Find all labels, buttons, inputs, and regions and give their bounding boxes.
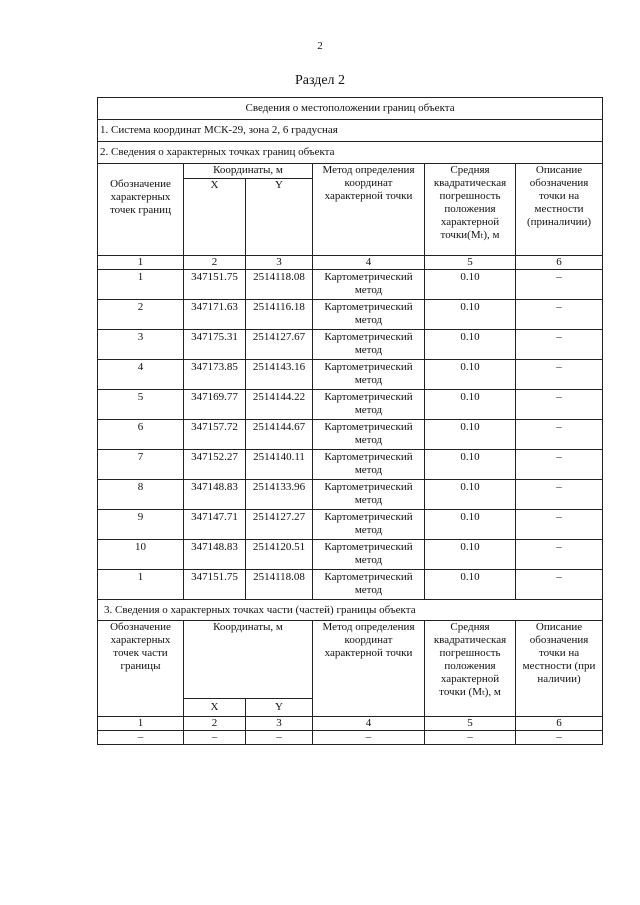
point-error: 0.10 [425, 480, 516, 510]
page-number: 2 [317, 40, 323, 52]
point-description: – [516, 540, 603, 570]
part-cell: – [98, 731, 184, 745]
point-row [98, 360, 603, 390]
point-row [98, 570, 603, 600]
part-header-description: Описание обозначения точки на местности (при наличии) [516, 621, 603, 717]
point-description: – [516, 420, 603, 450]
point-x: 347148.83 [184, 480, 246, 510]
point-x: 347173.85 [184, 360, 246, 390]
point-description: – [516, 570, 603, 600]
point-id: 9 [98, 510, 184, 540]
coordinate-system: 1. Система координат МСК-29, зона 2, 6 градусная [98, 120, 603, 142]
point-error: 0.10 [425, 510, 516, 540]
column-number: 3 [246, 256, 313, 270]
part-header-x: X [184, 699, 246, 717]
column-number: 3 [246, 717, 313, 731]
point-y: 2514118.08 [246, 270, 313, 300]
point-method: Картометрический метод [313, 360, 425, 390]
part-header-y: Y [246, 699, 313, 717]
point-x: 347152.27 [184, 450, 246, 480]
point-y: 2514118.08 [246, 570, 313, 600]
boundary-table [97, 97, 603, 745]
point-row [98, 420, 603, 450]
point-description: – [516, 480, 603, 510]
column-number: 6 [516, 717, 603, 731]
column-number: 1 [98, 717, 184, 731]
point-row [98, 390, 603, 420]
part-cell: – [425, 731, 516, 745]
point-x: 347151.75 [184, 570, 246, 600]
point-x: 347171.63 [184, 300, 246, 330]
part-cell: – [246, 731, 313, 745]
point-y: 2514143.16 [246, 360, 313, 390]
point-y: 2514140.11 [246, 450, 313, 480]
point-method: Картометрический метод [313, 540, 425, 570]
point-error: 0.10 [425, 300, 516, 330]
part-header-designation: Обозначение характерных точек части границы [98, 621, 184, 717]
point-id: 4 [98, 360, 184, 390]
column-number: 4 [313, 717, 425, 731]
column-number: 1 [98, 256, 184, 270]
point-y: 2514144.22 [246, 390, 313, 420]
point-y: 2514133.96 [246, 480, 313, 510]
point-error: 0.10 [425, 450, 516, 480]
column-number: 5 [425, 256, 516, 270]
point-row [98, 330, 603, 360]
column-number: 4 [313, 256, 425, 270]
point-method: Картометрический метод [313, 420, 425, 450]
point-method: Картометрический метод [313, 450, 425, 480]
point-y: 2514127.67 [246, 330, 313, 360]
part-row [98, 731, 603, 745]
point-description: – [516, 390, 603, 420]
header-description: Описание обозначения точки на местности (приналичии) [516, 164, 603, 256]
point-x: 347175.31 [184, 330, 246, 360]
point-x: 347148.83 [184, 540, 246, 570]
point-y: 2514144.67 [246, 420, 313, 450]
point-description: – [516, 360, 603, 390]
point-error: 0.10 [425, 540, 516, 570]
header-error: Средняя квадратическая погрешность положения характерной точки(Mₜ), м [425, 164, 516, 256]
points-section-title: 2. Сведения о характерных точках границ объекта [98, 142, 603, 164]
point-error: 0.10 [425, 390, 516, 420]
point-error: 0.10 [425, 270, 516, 300]
table-title: Сведения о местоположении границ объекта [98, 98, 603, 120]
header-x: X [184, 179, 246, 256]
part-section-title: 3. Сведения о характерных точках части (частей) границы объекта [98, 600, 603, 621]
point-description: – [516, 270, 603, 300]
point-row [98, 540, 603, 570]
point-method: Картометрический метод [313, 390, 425, 420]
point-method: Картометрический метод [313, 270, 425, 300]
point-id: 8 [98, 480, 184, 510]
point-y: 2514116.18 [246, 300, 313, 330]
header-designation: Обозначение характерных точек границ [98, 164, 184, 256]
point-x: 347169.77 [184, 390, 246, 420]
point-method: Картометрический метод [313, 300, 425, 330]
part-cell: – [516, 731, 603, 745]
part-header-coordinates: Координаты, м [184, 621, 313, 699]
header-y: Y [246, 179, 313, 256]
section-title: Раздел 2 [294, 73, 346, 88]
point-id: 1 [98, 570, 184, 600]
column-number: 2 [184, 256, 246, 270]
column-number: 6 [516, 256, 603, 270]
point-id: 5 [98, 390, 184, 420]
header-coordinates: Координаты, м [184, 164, 313, 179]
header-method: Метод определения координат характерной точки [313, 164, 425, 256]
point-y: 2514120.51 [246, 540, 313, 570]
point-row [98, 510, 603, 540]
point-description: – [516, 510, 603, 540]
part-cell: – [184, 731, 246, 745]
column-number: 2 [184, 717, 246, 731]
part-header-error: Средняя квадратическая погрешность положения характерной точки (Mₜ), м [425, 621, 516, 717]
point-method: Картометрический метод [313, 570, 425, 600]
point-error: 0.10 [425, 360, 516, 390]
point-x: 347157.72 [184, 420, 246, 450]
point-method: Картометрический метод [313, 480, 425, 510]
point-x: 347147.71 [184, 510, 246, 540]
point-error: 0.10 [425, 420, 516, 450]
point-row [98, 300, 603, 330]
point-id: 1 [98, 270, 184, 300]
point-error: 0.10 [425, 330, 516, 360]
point-id: 7 [98, 450, 184, 480]
part-header-method: Метод определения координат характерной точки [313, 621, 425, 717]
point-id: 6 [98, 420, 184, 450]
point-row [98, 480, 603, 510]
point-description: – [516, 300, 603, 330]
point-description: – [516, 330, 603, 360]
point-y: 2514127.27 [246, 510, 313, 540]
point-method: Картометрический метод [313, 330, 425, 360]
point-error: 0.10 [425, 570, 516, 600]
point-id: 2 [98, 300, 184, 330]
point-row [98, 270, 603, 300]
column-number: 5 [425, 717, 516, 731]
part-cell: – [313, 731, 425, 745]
point-description: – [516, 450, 603, 480]
point-row [98, 450, 603, 480]
point-method: Картометрический метод [313, 510, 425, 540]
point-x: 347151.75 [184, 270, 246, 300]
point-id: 3 [98, 330, 184, 360]
point-id: 10 [98, 540, 184, 570]
